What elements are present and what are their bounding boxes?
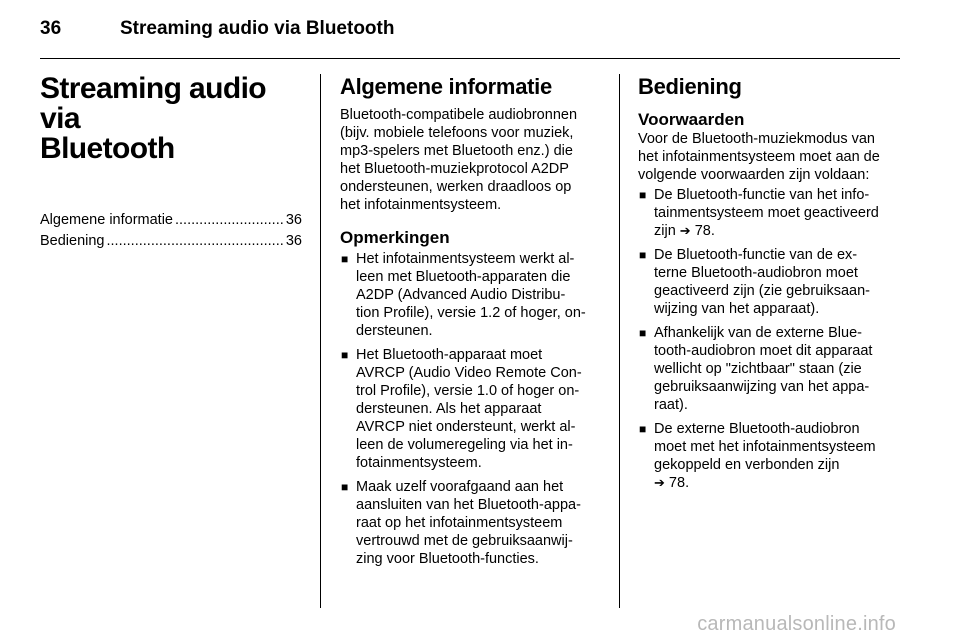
notes-list bbox=[340, 250, 605, 568]
watermark: carmanualsonline.info bbox=[697, 613, 896, 635]
toc-entry-bediening[interactable] bbox=[40, 231, 302, 252]
condition-item bbox=[638, 246, 903, 318]
column-divider-1 bbox=[320, 74, 321, 608]
chapter-column bbox=[40, 74, 302, 252]
intro-paragraph: Bluetooth-compatibele audiobronnen (bijv. mobiele telefoons voor muziek, mp3-spelers met Bluetooth enz.) die het Bluetooth-muziekprotocol A2DP ondersteunen, werken draadloos op het infotainmentsysteem. bbox=[340, 107, 578, 213]
page-reference-arrow-icon[interactable]: ➔ bbox=[654, 475, 665, 490]
toc-entry-page: 36 bbox=[285, 212, 302, 228]
conditions-intro: Voor de Bluetooth-muziekmodus van het infotainmentsysteem moet aan de volgende voorwaarden zijn voldaan: bbox=[638, 131, 880, 183]
conditions-list bbox=[638, 186, 903, 492]
running-title: Streaming audio via Bluetooth bbox=[120, 18, 395, 39]
bullet-square-icon: ■ bbox=[341, 480, 349, 494]
condition-item bbox=[638, 186, 903, 240]
general-info-column bbox=[340, 74, 605, 568]
condition-text: De externe Bluetooth-audiobron moet met het infotainmentsysteem gekoppeld en verbonden zijn bbox=[654, 421, 876, 473]
chapter-title-line-1: Streaming audio via bbox=[40, 72, 267, 135]
subheading-voorwaarden: Voorwaarden bbox=[638, 110, 745, 129]
toc-entry-algemene-informatie[interactable] bbox=[40, 210, 302, 231]
page-reference[interactable]: 78. bbox=[664, 475, 690, 491]
operation-column bbox=[638, 74, 903, 492]
condition-item bbox=[638, 420, 903, 492]
bullet-square-icon: ■ bbox=[639, 422, 647, 436]
toc-leader-dots bbox=[175, 210, 284, 231]
condition-text: De Bluetooth-functie van het info- tainmentsysteem moet geactiveerd bbox=[654, 187, 879, 221]
note-item bbox=[340, 478, 605, 568]
chapter-title-line-2: Bluetooth bbox=[40, 132, 175, 165]
note-text: Het infotainmentsysteem werkt al- leen met Bluetooth-apparaten die A2DP (Advanced Audio Distribu- tion Profile), versie 1.2 of hoger, on- dersteunen. bbox=[356, 251, 586, 339]
page-reference[interactable]: 78. bbox=[690, 223, 715, 239]
note-text: Maak uzelf voorafgaand aan het aansluiten van het Bluetooth-appa- raat op het infotainmentsysteem vertrouwd met de gebruiksaanwij- zing voor Bluetooth-functies. bbox=[356, 479, 581, 567]
chapter-title bbox=[40, 74, 302, 164]
notes-heading: Opmerkingen bbox=[340, 228, 450, 247]
toc-leader-dots bbox=[107, 231, 284, 252]
header-rule bbox=[40, 58, 900, 59]
section-heading-bediening: Bediening bbox=[638, 74, 742, 99]
toc-entry-page: 36 bbox=[285, 233, 302, 249]
page-header bbox=[40, 18, 920, 46]
column-divider-2 bbox=[619, 74, 620, 608]
bullet-square-icon: ■ bbox=[639, 326, 647, 340]
note-item bbox=[340, 250, 605, 340]
page-reference-arrow-icon[interactable]: ➔ bbox=[679, 223, 691, 238]
toc-entry-label: Bediening bbox=[40, 233, 105, 249]
page-number: 36 bbox=[40, 18, 62, 39]
condition-text: Afhankelijk van de externe Blue- tooth-audiobron moet dit apparaat wellicht op "zichtbaar" staan (zie gebruiksaanwijzing van het appa- raat). bbox=[654, 325, 873, 413]
condition-text: De Bluetooth-functie van de ex- terne Bluetooth-audiobron moet geactiveerd zijn (zie gebruiksaan- wijzing van het apparaat). bbox=[654, 247, 870, 317]
bullet-square-icon: ■ bbox=[341, 348, 349, 362]
bullet-square-icon: ■ bbox=[639, 188, 647, 202]
bullet-square-icon: ■ bbox=[341, 252, 349, 266]
condition-text: zijn bbox=[654, 223, 680, 239]
note-item bbox=[340, 346, 605, 472]
toc-entry-label: Algemene informatie bbox=[40, 212, 173, 228]
note-text: Het Bluetooth-apparaat moet AVRCP (Audio Video Remote Con- trol Profile), versie 1.0 of hoger on- dersteunen. Als het apparaat AVRCP niet ondersteunt, werkt al- leen de volumeregeling via het in- fotainmentsysteem. bbox=[356, 347, 582, 471]
table-of-contents bbox=[40, 210, 302, 252]
condition-item bbox=[638, 324, 903, 414]
section-heading-algemene-informatie: Algemene informatie bbox=[340, 74, 552, 99]
bullet-square-icon: ■ bbox=[639, 248, 647, 262]
